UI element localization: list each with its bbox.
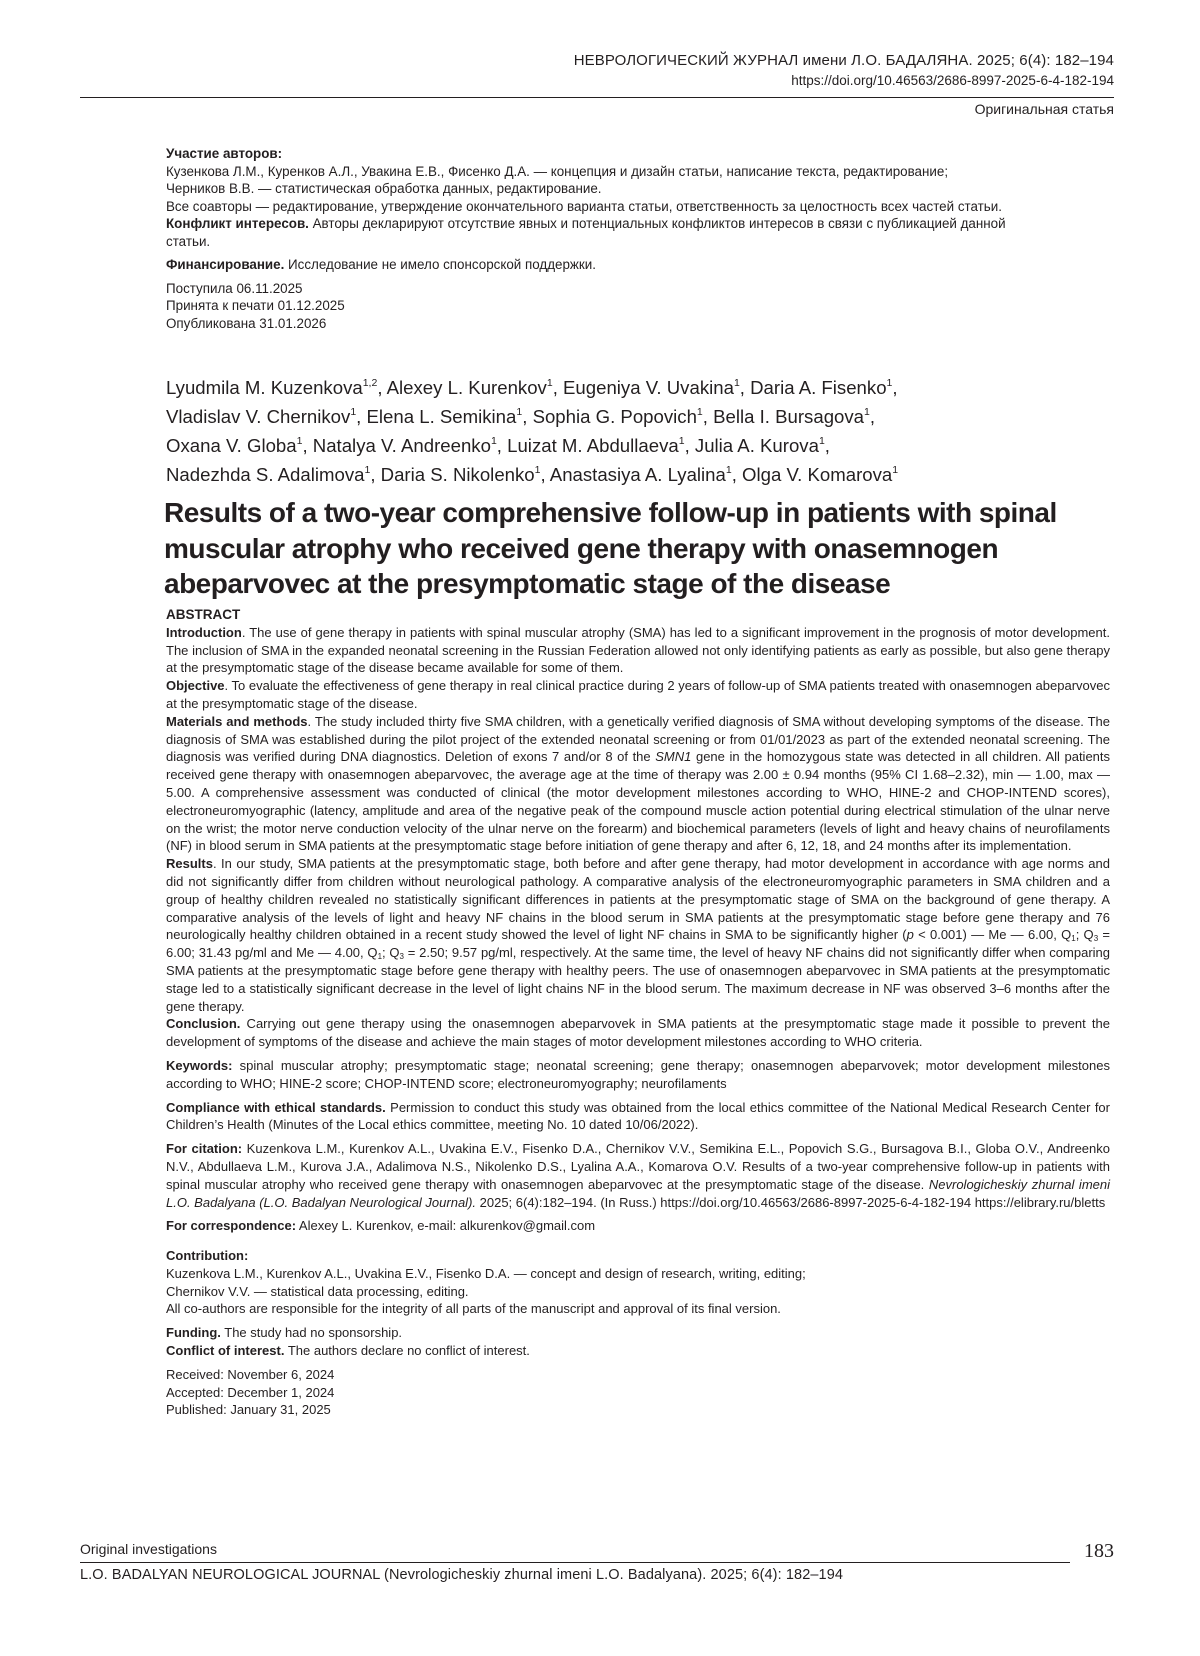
- author-name: Elena L. Semikina: [366, 406, 517, 427]
- author-name: Nadezhda S. Adalimova: [166, 464, 365, 485]
- author-affiliation: 1: [818, 435, 825, 447]
- abstract: [166, 606, 1110, 1419]
- keywords-text: spinal muscular atrophy; presymptomatic stage; neonatal screening; gene therapy; onasemnogen abeparvovek; motor development milestones according to WHO; HINE-2 score; CHOP-INTEND score; electroneuromyography; neurofilaments: [166, 1057, 1110, 1091]
- author-affiliation: 1: [892, 464, 899, 476]
- author-name: Eugeniya V. Uvakina: [563, 377, 734, 398]
- results-text: . In our study, SMA patients at the presymptomatic stage, both before and after gene therapy, had motor development in accordance with age norms and did not significantly differ from children without neurological pathology. A comparative analysis of the electroneuromyographic parameters in SMA children and a group of healthy children revealed no statistically significant differences in patients at the presymptomatic stage of SMA on the background of gene therapy. A comparative analysis of the levels of light and heavy NF chains in the blood serum in SMA patients at the presymptomatic stage before gene therapy and 76 neurologically healthy children obtained in a recent study showed the level of light NF chains in SMA to be significantly higher (: [166, 856, 1110, 943]
- objective-head: Objective: [166, 678, 225, 694]
- author-affiliation: 1,2: [362, 377, 378, 389]
- gene-name: SMN1: [655, 749, 692, 765]
- author-affiliation: 1: [296, 435, 303, 447]
- correspondence-text: Alexey L. Kurenkov, e-mail: alkurenkov@gmail.com: [296, 1218, 596, 1234]
- contribution-head: Contribution:: [166, 1248, 249, 1264]
- author-affiliation: 1: [516, 406, 523, 418]
- ru-conflict-text: Авторы декларируют отсутствие явных и потенциальных конфликтов интересов в связи с публикацией данной статьи.: [166, 216, 1006, 249]
- abstract-methods: [166, 713, 1110, 855]
- journal-running-head: НЕВРОЛОГИЧЕСКИЙ ЖУРНАЛ имени Л.О. БАДАЛЯНА. 2025; 6(4): 182–194: [573, 52, 1114, 69]
- contribution-2: Chernikov V.V. — statistical data processing, editing.: [166, 1283, 469, 1299]
- ru-funding-text: Исследование не имело спонсорской поддержки.: [284, 257, 596, 272]
- abstract-introduction: [166, 624, 1110, 677]
- correspondence: [166, 1217, 1110, 1235]
- author-name: Bella I. Bursagova: [713, 406, 865, 427]
- russian-frontmatter: [166, 145, 1026, 332]
- author-name: Natalya V. Andreenko: [312, 435, 491, 456]
- ru-participation-head: Участие авторов:: [166, 146, 283, 161]
- author-list: Lyudmila M. Kuzenkova$^{1,2}$, Alexey L. Kurenkov$^1$, Eugeniya V. Uvakina$^1$, Daria A. Fisenko$^1$, Vladislav V. Chernikov$^1$, Elena L. Semikina$^1$, Sophia G. Popovich$^1$, Bella I. Bursagova$^1$, Oxana V. Globa$^1$, Natalya V. Andreenko$^1$, Luizat M. Abdullaeva$^1$, Julia A. Kurova$^1$, Nadezhda S. Adalimova$^1$, Daria S. Nikolenko$^1$, Anastasiya A. Lyalina$^1$, Olga V. Komarova$^1$: [166, 377, 899, 485]
- keywords: [166, 1057, 1110, 1093]
- author-affiliation: 1: [696, 406, 703, 418]
- published-date: Published: January 31, 2025: [166, 1402, 331, 1418]
- author-affiliation: 1: [678, 435, 685, 447]
- ru-participation-1: Кузенкова Л.М., Куренков А.Л., Увакина Е.В., Фисенко Д.А. — концепция и дизайн статьи, написание текста, редактирование;: [166, 163, 949, 179]
- received-date: Received: November 6, 2024: [166, 1366, 335, 1382]
- citation-head: For citation:: [166, 1141, 243, 1157]
- abstract-results: Results. In our study, SMA patients at the presymptomatic stage, both before and after gene therapy, had motor development in accordance with age norms and did not significantly differ from children without neurological pathology. A comparative analysis of the electroneuromyographic parameters in SMA children and a group of healthy children revealed no statistically significant differences in patients at the presymptomatic stage of SMA on the background of gene therapy. A comparative analysis of the levels of light and heavy NF chains in the blood serum in SMA patients at the presymptomatic stage before gene therapy and 76 neurologically healthy children obtained in a recent study showed the level of light NF chains in SMA to be significantly higher (p < 0.001) — Me — 6.00, $Q_1$; $Q_3 = 6.00$; 31.43 pg/ml and Me — 4.00, $Q_1$; $Q_3 = 2.50$; 9.57 pg/ml, respectively. At the same time, the level of heavy NF chains did not significantly differ when comparing SMA patients at the presymptomatic stage before gene therapy with healthy peers. The use of onasemnogen abeparvovec in SMA patients at the presymptomatic stage led to a statistically significant decrease in the level of light chains NF in the blood serum. The maximum decrease in NF was observed 3–6 months after the gene therapy.: [166, 856, 1110, 1014]
- doi-link[interactable]: https://doi.org/10.46563/2686-8997-2025-6-4-182-194: [791, 73, 1114, 88]
- author-affiliation: 1: [534, 464, 541, 476]
- ru-funding: [166, 256, 1026, 274]
- ru-received: Поступила 06.11.2025: [166, 280, 303, 296]
- p-symbol: p: [906, 927, 914, 943]
- abstract-heading: ABSTRACT: [166, 607, 241, 622]
- author-name: Julia A. Kurova: [694, 435, 819, 456]
- author-name: Daria S. Nikolenko: [380, 464, 535, 485]
- author-affiliation: 1: [733, 377, 740, 389]
- conflict-head: Conflict of interest.: [166, 1343, 285, 1359]
- author-affiliation: 1: [350, 406, 357, 418]
- abstract-conclusion: [166, 1015, 1110, 1051]
- author-affiliation: 1: [864, 406, 870, 418]
- author-affiliation: 1: [546, 377, 553, 389]
- author-name: Daria A. Fisenko: [750, 377, 887, 398]
- author-name: Luizat M. Abdullaeva: [507, 435, 679, 456]
- correspondence-head: For correspondence:: [166, 1218, 297, 1234]
- citation-text: Kuzenkova L.M., Kurenkov A.L., Uvakina E.V., Fisenko D.A., Chernikov V.V., Semikina E.L., Popovich S.G., Bursagova B.I., Globa O.V., Andreenko N.V., Abdullaeva L.M., Kurova J.A., Adalimova N.S., Nikolenko D.S., Lyalina A.A., Komarova O.V. Results of a two-year comprehensive follow-up in patients with spinal muscular atrophy who received gene therapy with onasemnogen abeparvovec at the presymptomatic stage of the disease.: [166, 1141, 1110, 1192]
- conclusion-text: Carrying out gene therapy using the onasemnogen abeparvovek in SMA patients at the presymptomatic stage made it possible to prevent the development of symptoms of the disease and achieve the main stages of motor development milestones according to WHO criteria.: [166, 1016, 1110, 1050]
- citation-text-cont: 2025; 6(4):182–194. (In Russ.) https://doi.org/10.46563/2686-8997-2025-6-4-182-194 https://elibrary.ru/bletts: [476, 1194, 1106, 1210]
- header-divider: [80, 97, 1114, 98]
- footer-journal: L.O. BADALYAN NEUROLOGICAL JOURNAL (Nevrologicheskiy zhurnal imeni L.O. Badalyana). 2025; 6(4): 182–194: [80, 1567, 844, 1583]
- author-name: Vladislav V. Chernikov: [166, 406, 351, 427]
- ru-participation-3: Все соавторы — редактирование, утверждение окончательного варианта статьи, ответственность за целостность всех частей статьи.: [166, 198, 1002, 214]
- accepted-date: Accepted: December 1, 2024: [166, 1384, 335, 1400]
- author-affiliation: 1: [364, 464, 371, 476]
- footer-section-type: Original investigations: [80, 1541, 217, 1557]
- ru-funding-head: Финансирование.: [166, 257, 285, 272]
- ru-published: Опубликована 31.01.2026: [166, 315, 327, 331]
- footer-divider: [80, 1562, 1070, 1563]
- methods-text-cont: gene in the homozygous state was detected in all children. All patients received gene therapy with onasemnogen abeparvovec, the average age at the time of therapy was 2.00 ± 0.94 months (95% CI 1.68–2.32), min — 1.00, max — 5.00. A comprehensive assessment was conducted of clinical (the motor development milestones according to WHO, HINE-2 and CHOP-INTEND scores), electroneuromyographic (latency, amplitude and area of the negative peak of the compound muscle action potential during electrical stimulation of the ulnar nerve on the wrist; the motor nerve conduction velocity of the ulnar nerve on the forearm) and biochemical parameters (levels of light and heavy chains of neurofilaments (NF) in blood serum in SMA patients at the presymptomatic stage before initiation of gene therapy and after 6, 12, 18, and 24 months after its implementation.: [166, 749, 1111, 854]
- author-name: Anastasiya A. Lyalina: [549, 464, 726, 485]
- ru-conflict-head: Конфликт интересов.: [166, 216, 309, 231]
- objective-text: . To evaluate the effectiveness of gene therapy in real clinical practice during 2 years of follow-up of SMA patients treated with onasemnogen abeparvovec at the presymptomatic stage of the disease.: [166, 678, 1110, 711]
- conflict-text: The authors declare no conflict of interest.: [284, 1343, 530, 1359]
- author-affiliation: 1: [725, 464, 732, 476]
- abstract-objective: [166, 677, 1110, 713]
- contribution-3: All co-authors are responsible for the integrity of all parts of the manuscript and approval of its final version.: [166, 1301, 781, 1317]
- citation: [166, 1140, 1110, 1211]
- conclusion-head: Conclusion.: [166, 1016, 241, 1032]
- ethics-statement: [166, 1099, 1110, 1135]
- author-name: Sophia G. Popovich: [532, 406, 697, 427]
- ru-conflict: [166, 215, 1026, 250]
- funding-text: The study had no sponsorship.: [220, 1325, 403, 1341]
- results-head: Results: [166, 856, 213, 872]
- article-type: Оригинальная статья: [974, 101, 1114, 117]
- page-number: 183: [1084, 1540, 1114, 1562]
- author-affiliation: 1: [490, 435, 497, 447]
- funding: [166, 1324, 1110, 1342]
- ru-participation-2: Черников В.В. — статистическая обработка данных, редактирование.: [166, 181, 602, 196]
- author-name: Alexey L. Kurenkov: [386, 377, 547, 398]
- introduction-text: . The use of gene therapy in patients with spinal muscular atrophy (SMA) has led to a significant improvement in the prognosis of motor development. The inclusion of SMA in the expanded neonatal screening in the Russian Federation allowed not only identifying patients as early as possible, but also gene therapy at the presymptomatic stage of the disease became available for some of them.: [166, 624, 1110, 676]
- conflict: [166, 1342, 1110, 1360]
- citation-journal: Nevrologicheskiy zhurnal imeni L.O. Badalyana (L.O. Badalyan Neurological Journal).: [166, 1176, 1110, 1210]
- author-affiliation: 1: [886, 377, 893, 389]
- ethics-text: Permission to conduct this study was obtained from the local ethics committee of the National Medical Research Center for Children’s Health (Minutes of the Local ethics committee, meeting No. 10 dated 10/06/2022).: [166, 1099, 1110, 1133]
- ethics-head: Compliance with ethical standards.: [166, 1099, 386, 1115]
- author-name: Lyudmila M. Kuzenkova: [166, 377, 363, 398]
- keywords-head: Keywords:: [166, 1057, 233, 1073]
- article-title: Results of a two-year comprehensive follow-up in patients with spinal muscular atrophy who received gene therapy with onasemnogen abeparvovec at the presymptomatic stage of the disease: [164, 497, 1057, 599]
- introduction-head: Introduction: [166, 624, 242, 640]
- methods-head: Materials and methods: [166, 713, 308, 729]
- author-name: Oxana V. Globa: [166, 435, 297, 456]
- methods-text: . The study included thirty five SMA children, with a genetically verified diagnosis of SMA without developing symptoms of the disease. The diagnosis of SMA was established during the pilot project of the extended neonatal screening or from 01/01/2023 as part of the extended neonatal screening. The diagnosis was verified during DNA diagnostics. Deletion of exons 7 and/or 8 of the: [166, 713, 1111, 765]
- ru-accepted: Принята к печати 01.12.2025: [166, 298, 345, 313]
- author-name: Olga V. Komarova: [742, 464, 893, 485]
- contribution-1: Kuzenkova L.M., Kurenkov A.L., Uvakina E.V., Fisenko D.A. — concept and design of research, writing, editing;: [166, 1265, 806, 1281]
- funding-head: Funding.: [166, 1325, 221, 1341]
